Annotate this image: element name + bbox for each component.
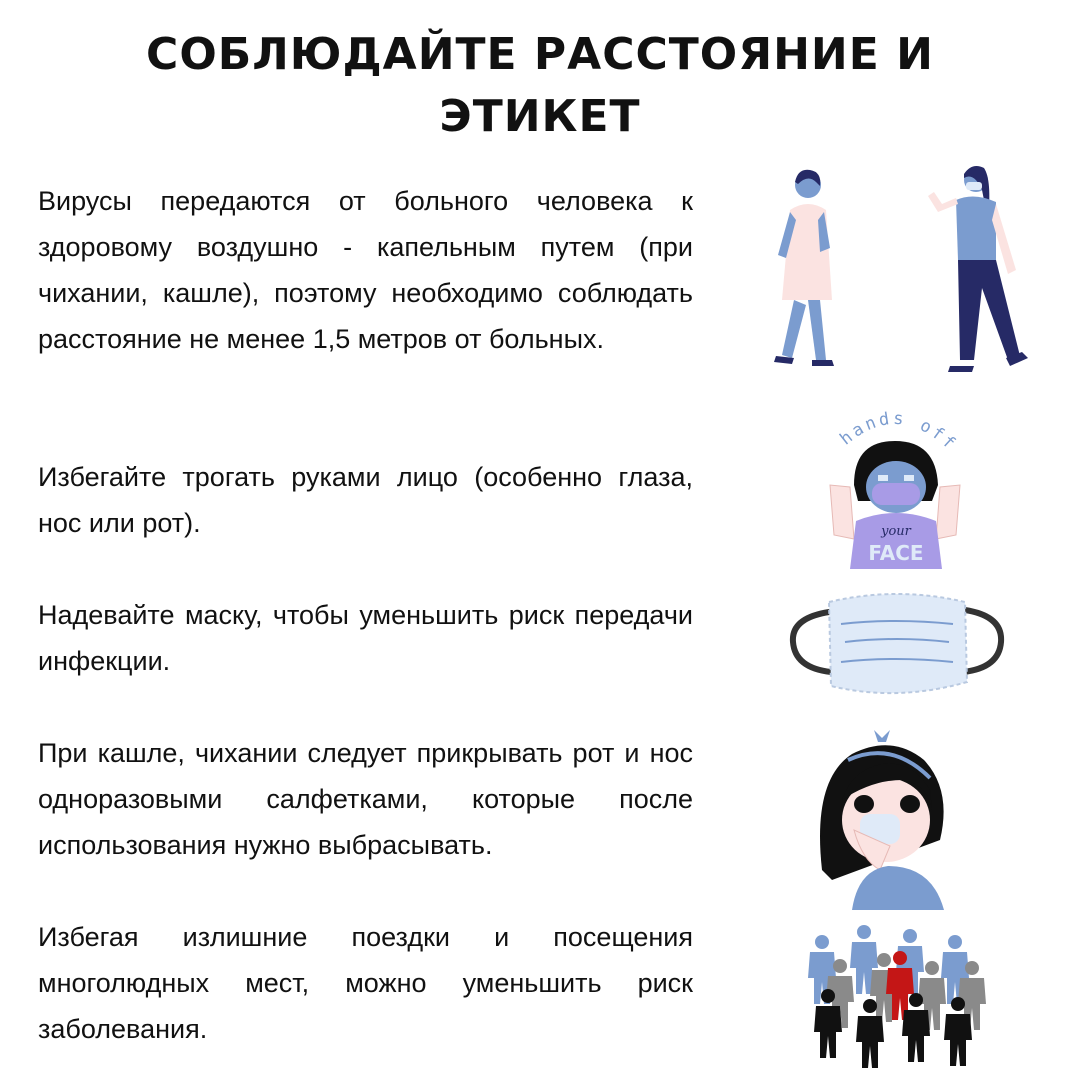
crowd-illustration (800, 920, 995, 1080)
paragraph-face: Избегайте трогать руками лицо (особенно глаза, нос или рот). (38, 462, 693, 538)
surgical-mask-icon (785, 590, 1010, 700)
paragraph-mask: Надевайте маску, чтобы уменьшить риск передачи инфекции. (38, 600, 693, 676)
title-line-1: СОБЛЮДАЙТЕ РАССТОЯНИЕ И (146, 29, 934, 80)
hands-off-text: hands off (836, 408, 961, 456)
crowd-icon (800, 920, 995, 1080)
girl-tissue-icon (812, 720, 957, 910)
paragraph-distance: Вирусы передаются от больного человека к здоровому воздушно - капельным путем (при чихании, кашле), поэтому необходимо соблюдать расстояние не менее 1,5 метров от больных. (38, 186, 693, 354)
tissue-illustration (812, 720, 957, 910)
title-line-2: ЭТИКЕТ (439, 91, 641, 142)
paragraph-cough: При кашле, чихании следует прикрывать рот и нос одноразовыми салфетками, которые после использования нужно выбрасывать. (38, 738, 693, 860)
distance-illustration (760, 160, 1030, 380)
hands-off-illustration (820, 405, 970, 575)
paragraph-crowds: Избегая излишние поездки и посещения многолюдных мест, можно уменьшить риск заболевания. (38, 922, 693, 1044)
shirt-word-face: FACE (868, 541, 924, 565)
mask-illustration (785, 590, 1010, 700)
hands-off-face-icon (820, 405, 970, 575)
shirt-word-your: your (881, 524, 911, 539)
two-women-icon (760, 160, 1030, 380)
page-title (0, 24, 1080, 148)
